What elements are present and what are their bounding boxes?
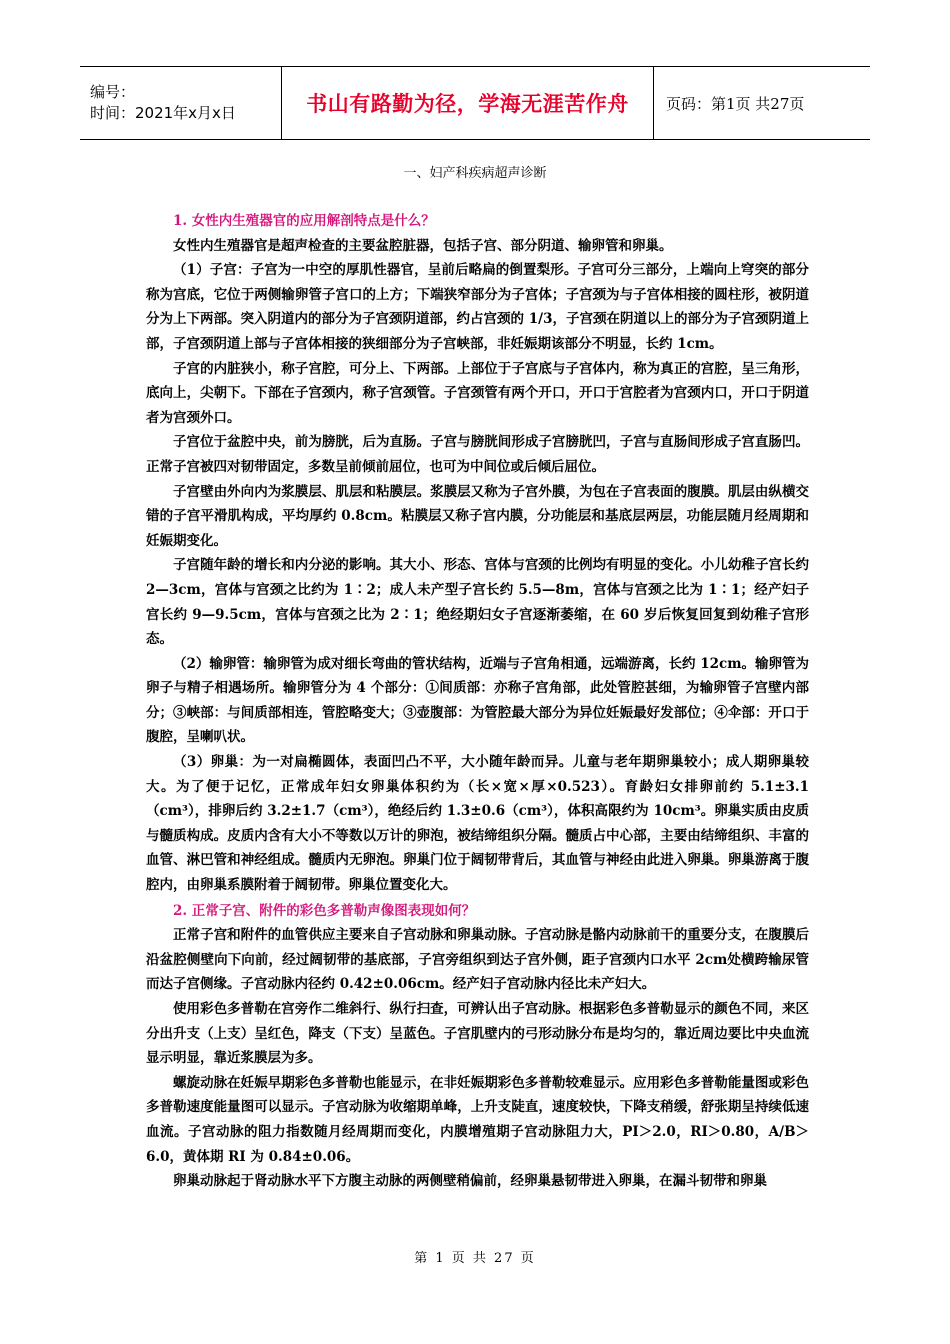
body-paragraph: 子宫随年龄的增长和内分泌的影响。其大小、形态、宫体与宫颈的比例均有明显的变化。小儿幼稚子宫长约 2—3cm，宫体与宫颈之比约为 1∶2；成人未产型子宫长约 5.5—8m，宫体与宫颈之比为 1∶1；经产妇子宫长约 9—9.5cm，宫体与宫颈之比为 2∶1；绝经期妇女子宫逐渐萎缩，在 60 岁后恢复回复到幼稚子宫形态。 (146, 557, 809, 648)
header-meta (80, 67, 282, 139)
document-time-label: 时间：2021年x月x日 (90, 104, 236, 122)
document-body (146, 208, 809, 1194)
header-motto (282, 67, 654, 139)
body-paragraph: 螺旋动脉在妊娠早期彩色多普勒也能显示，在非妊娠期彩色多普勒较难显示。应用彩色多普勒能量图或彩色多普勒速度能量图可以显示。子宫动脉为收缩期单峰，上升支陡直，速度较快，下降支稍缓，舒张期呈持续低速血流。子宫动脉的阻力指数随月经周期而变化，内膜增殖期子宫动脉阻力大，PI＞2.0，RI＞0.80，A/B＞6.0，黄体期 RI 为 0.84±0.06。 (146, 1074, 809, 1165)
body-paragraph: （1）子宫：子宫为一中空的厚肌性器官，呈前后略扁的倒置梨形。子宫可分三部分，上端向上穹突的部分称为宫底，它位于两侧输卵管子宫口的上方；下端狭窄部分为子宫体；子宫颈为与子宫体相接的圆柱形，被阴道分为上下两部。突入阴道内的部分为子宫颈阴道部，约占宫颈的 1/3，子宫颈在阴道以上的部分为子宫颈阴道上部，子宫颈阴道上部与子宫体相接的狭细部分为子宫峡部，非妊娠期该部分不明显，长约 1cm。 (146, 262, 809, 352)
motto-text: 书山有路勤为径，学海无涯苦作舟 (306, 92, 629, 116)
body-paragraph: （3）卵巢：为一对扁椭圆体，表面凹凸不平，大小随年龄而异。儿童与老年期卵巢较小；成人期卵巢较大。为了便于记忆，正常成年妇女卵巢体积约为（长×宽×厚×0.523）。育龄妇女排卵前约 5.1±3.1（cm³），排卵后约 3.2±1.7（cm³），绝经后约 1.3±0.6（cm³），体积高限约为 10cm³。卵巢实质由皮质与髓质构成。皮质内含有大小不等数以万计的卵泡，被结缔组织分隔。髓质占中心部，主要由结缔组织、丰富的血管、淋巴管和神经组成。髓质内无卵泡。卵巢门位于阔韧带背后，其血管与神经由此进入卵巢。卵巢游离于腹腔内，由卵巢系膜附着于阔韧带。卵巢位置变化大。 (146, 754, 809, 894)
body-paragraph: 子宫的内脏狭小，称子宫腔，可分上、下两部。上部位于子宫底与子宫体内，称为真正的宫腔，呈三角形，底向上，尖朝下。下部在子宫颈内，称子宫颈管。子宫颈管有两个开口，开口于宫腔者为宫颈内口，开口于阴道者为宫颈外口。 (146, 360, 809, 426)
body-paragraph: 使用彩色多普勒在宫旁作二维斜行、纵行扫查，可辨认出子宫动脉。根据彩色多普勒显示的颜色不同，来区分出升支（上支）呈红色，降支（下支）呈蓝色。子宫肌壁内的弓形动脉分布是均匀的，靠近周边要比中央血流显示明显，靠近浆膜层为多。 (146, 1001, 809, 1067)
question-heading: 1. 女性内生殖器官的应用解剖特点是什么？ (173, 213, 435, 229)
header-page-info (654, 67, 870, 139)
page-header (80, 66, 870, 140)
body-paragraph: 卵巢动脉起于肾动脉水平下方腹主动脉的两侧壁稍偏前，经卵巢悬韧带进入卵巢，在漏斗韧带和卵巢 (173, 1173, 767, 1190)
page-footer: 第 1 页 共 27 页 (414, 1251, 536, 1266)
body-paragraph: 子宫壁由外向内为浆膜层、肌层和粘膜层。浆膜层又称为子宫外膜，为包在子宫表面的腹膜。肌层由纵横交错的子宫平滑肌构成，平均厚约 0.8cm。粘膜层又称子宫内膜，分功能层和基底层两层，功能层随月经周期和妊娠期变化。 (146, 483, 809, 549)
document-number-label: 编号： (90, 83, 136, 101)
body-paragraph: 正常子宫和附件的血管供应主要来自子宫动脉和卵巢动脉。子宫动脉是骼内动脉前干的重要分支，在腹膜后沿盆腔侧壁向下向前，经过阔韧带的基底部，子宫旁组织到达子宫外侧，距子宫颈内口水平 2cm处横跨输尿管而达子宫侧缘。子宫动脉内径约 0.42±0.06cm。经产妇子宫动脉内径比未产妇大。 (146, 927, 809, 993)
page-number-label: 页码：第1页 共27页 (666, 94, 805, 113)
section-title: 一、妇产科疾病超声诊断 (403, 166, 547, 181)
question-heading: 2. 正常子宫、附件的彩色多普勒声像图表现如何？ (173, 902, 476, 919)
body-paragraph: 子宫位于盆腔中央，前为膀胱，后为直肠。子宫与膀胱间形成子宫膀胱凹，子宫与直肠间形成子宫直肠凹。正常子宫被四对韧带固定，多数呈前倾前屈位，也可为中间位或后倾后屈位。 (146, 434, 809, 475)
body-paragraph: 女性内生殖器官是超声检查的主要盆腔脏器，包括子宫、部分阴道、输卵管和卵巢。 (173, 237, 673, 254)
body-paragraph: （2）输卵管：输卵管为成对细长弯曲的管状结构，近端与子宫角相通，远端游离，长约 12cm。输卵管为卵子与精子相遇场所。输卵管分为 4 个部分：①间质部：亦称子宫角部，此处管腔甚细，为输卵管子宫壁内部分；③峡部：与间质部相连，管腔略变大；③壶腹部：为管腔最大部分为异位妊娠最好发部位；④伞部：开口于腹腔，呈喇叭状。 (146, 655, 809, 746)
